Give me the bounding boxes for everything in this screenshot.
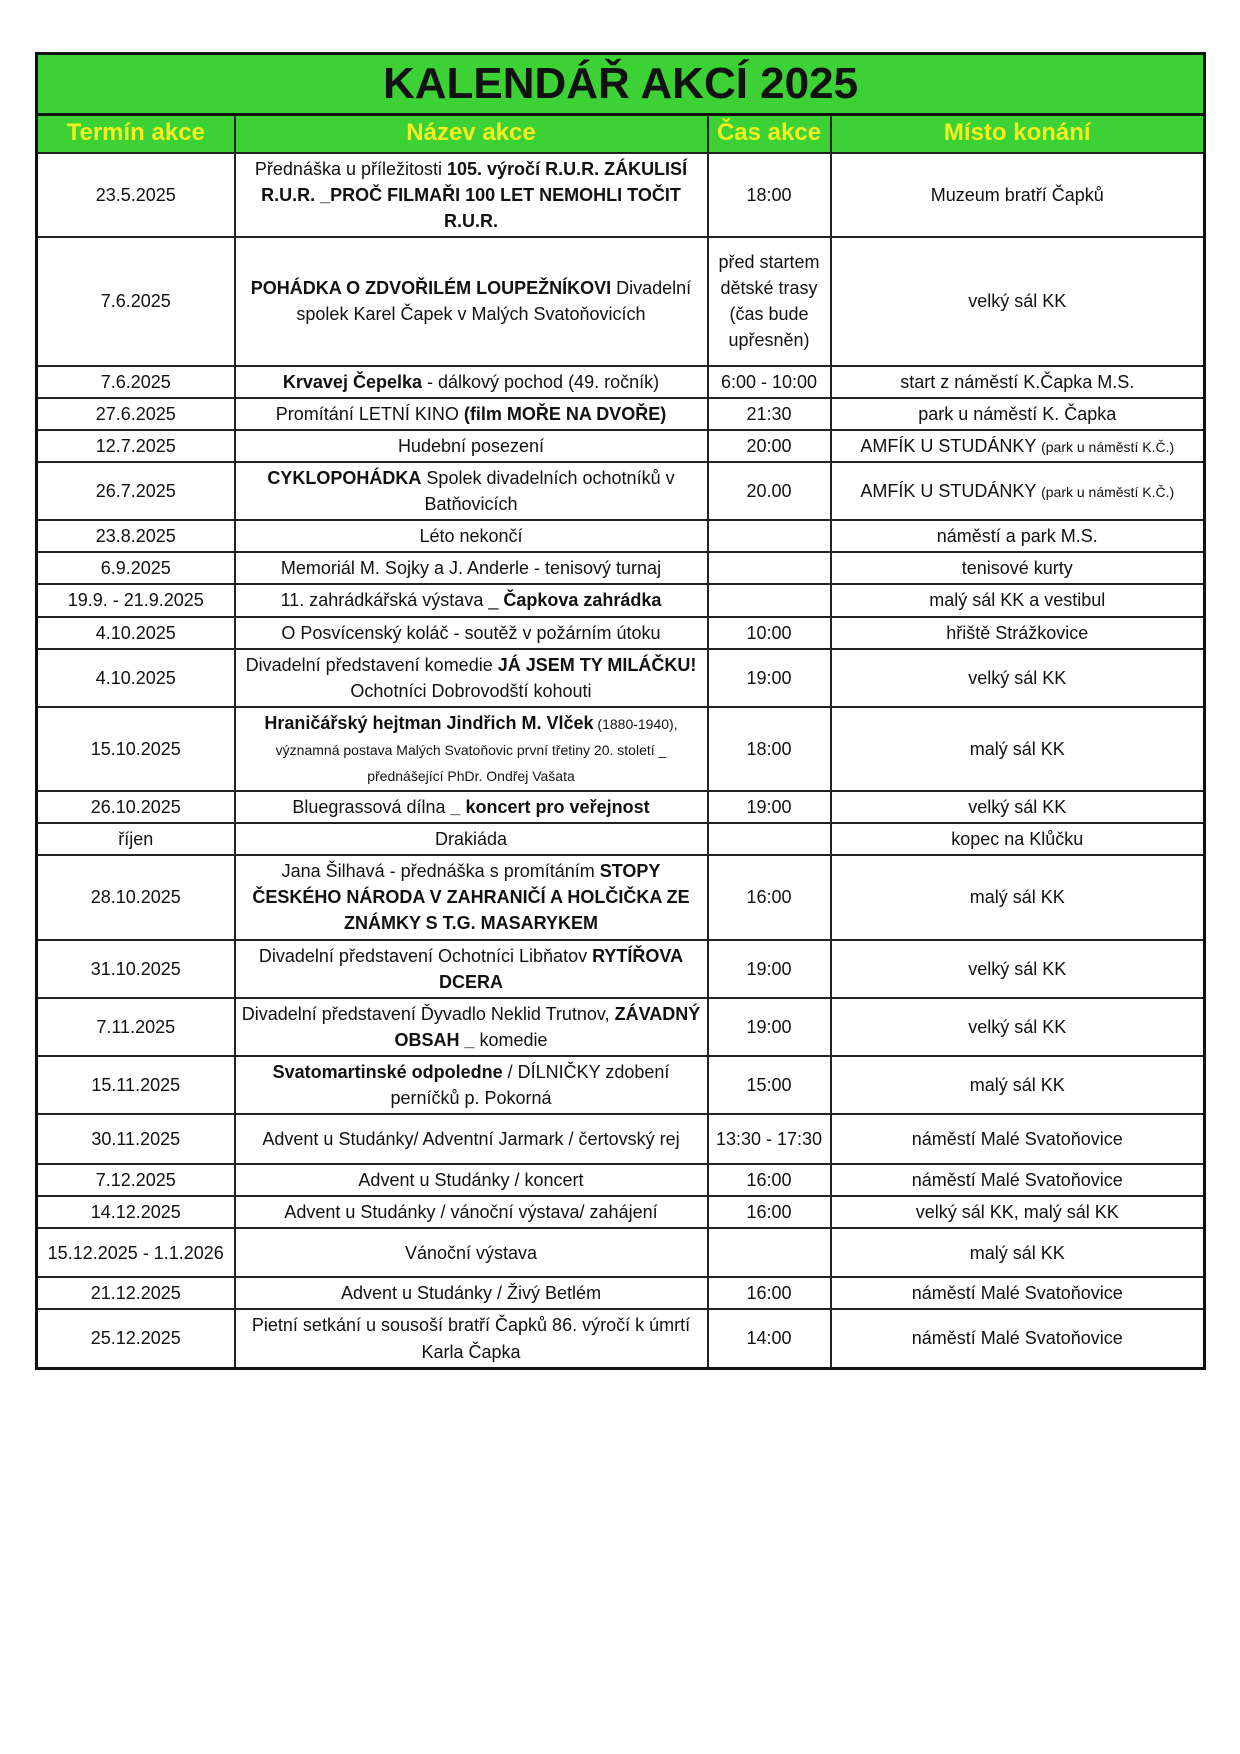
event-name-text: Čapkova zahrádka xyxy=(503,590,662,611)
event-place xyxy=(831,791,1205,823)
event-time: 18:00 xyxy=(708,707,831,791)
event-name xyxy=(235,1309,708,1368)
event-name-text: Divadelní představení Ochotníci Libňatov xyxy=(258,945,593,966)
title-row xyxy=(37,54,1205,115)
table-row xyxy=(37,1056,1205,1114)
event-time: 16:00 xyxy=(708,855,831,939)
event-date: 15.10.2025 xyxy=(37,707,235,791)
event-name xyxy=(235,1114,708,1164)
event-place xyxy=(831,366,1205,398)
event-time: 10:00 xyxy=(708,617,831,649)
event-date: 21.12.2025 xyxy=(37,1277,235,1309)
event-place-text: velký sál KK, malý sál KK xyxy=(915,1202,1119,1223)
event-name-text: O Posvícenský koláč - soutěž v požárním útoku xyxy=(281,622,661,643)
event-time: 19:00 xyxy=(708,791,831,823)
event-name-text: Hudební posezení xyxy=(397,435,545,456)
event-name-text: Spolek divadelních ochotníků v Batňovicích xyxy=(421,468,675,515)
event-name xyxy=(235,998,708,1056)
event-date: 6.9.2025 xyxy=(37,552,235,584)
event-name-text: Divadelní představení Ďyvadlo Neklid Trutnov, xyxy=(241,1003,615,1024)
table-row xyxy=(37,552,1205,584)
event-time: 14:00 xyxy=(708,1309,831,1368)
event-place-text: (park u náměstí K.Č.) xyxy=(1041,438,1175,455)
event-name-text: _ koncert pro veřejnost xyxy=(450,797,650,818)
table-row xyxy=(37,998,1205,1056)
event-place-text: tenisové kurty xyxy=(961,558,1073,579)
page-title: KALENDÁŘ AKCÍ 2025 xyxy=(37,54,1205,115)
event-date: 7.12.2025 xyxy=(37,1164,235,1196)
column-header-name: Název akce xyxy=(235,115,708,153)
event-place-text: náměstí Malé Svatoňovice xyxy=(911,1170,1123,1191)
event-place xyxy=(831,520,1205,552)
event-date: 23.5.2025 xyxy=(37,153,235,237)
table-row xyxy=(37,1196,1205,1228)
event-date: 30.11.2025 xyxy=(37,1114,235,1164)
table-row xyxy=(37,1228,1205,1277)
event-name-text: Krvavej Čepelka xyxy=(282,371,422,392)
event-place-text: velký sál KK xyxy=(968,291,1067,312)
event-time: 18:00 xyxy=(708,153,831,237)
event-date: 4.10.2025 xyxy=(37,649,235,707)
event-place xyxy=(831,1228,1205,1277)
event-name xyxy=(235,584,708,616)
column-header-place: Místo konání xyxy=(831,115,1205,153)
event-place xyxy=(831,153,1205,237)
event-time: 6:00 - 10:00 xyxy=(708,366,831,398)
event-time: 16:00 xyxy=(708,1277,831,1309)
event-place-text: start z náměstí K.Čapka M.S. xyxy=(900,371,1135,392)
event-place-text: AMFÍK U STUDÁNKY xyxy=(860,435,1042,456)
table-row xyxy=(37,1164,1205,1196)
event-date: 26.10.2025 xyxy=(37,791,235,823)
event-name-text: Drakiáda xyxy=(434,829,508,850)
event-date: 15.11.2025 xyxy=(37,1056,235,1114)
event-name-text: (1880-1940), významná postava Malých Svatoňovic první třetiny 20. století _ přednášející PhDr. Ondřej Vašata xyxy=(275,715,678,784)
event-name-text: Advent u Studánky/ Adventní Jarmark / čertovský rej xyxy=(262,1129,680,1150)
event-name-text: Svatomartinské odpoledne xyxy=(272,1061,503,1082)
event-place-text: park u náměstí K. Čapka xyxy=(918,403,1117,424)
event-time: 15:00 xyxy=(708,1056,831,1114)
event-name xyxy=(235,649,708,707)
event-date: 7.6.2025 xyxy=(37,237,235,366)
event-name xyxy=(235,791,708,823)
event-name-text: Bluegrassová dílna xyxy=(292,797,451,818)
event-date: 7.6.2025 xyxy=(37,366,235,398)
event-place xyxy=(831,584,1205,616)
event-name-text: Advent u Studánky / vánoční výstava/ zahájení xyxy=(284,1202,658,1223)
event-name-text: Ochotníci Dobrovodští kohouti xyxy=(350,680,592,701)
event-name-text: Memoriál M. Sojky a J. Anderle - tenisový turnaj xyxy=(280,558,662,579)
event-time: před startem dětské trasy (čas bude upřesněn) xyxy=(708,237,831,366)
event-time xyxy=(708,584,831,616)
event-date: 19.9. - 21.9.2025 xyxy=(37,584,235,616)
event-time xyxy=(708,520,831,552)
event-name xyxy=(235,1228,708,1277)
table-row xyxy=(37,823,1205,855)
event-name-text: Přednáška u příležitosti xyxy=(254,158,447,179)
event-date: 28.10.2025 xyxy=(37,855,235,939)
event-date: 26.7.2025 xyxy=(37,462,235,520)
event-name xyxy=(235,153,708,237)
event-name xyxy=(235,1056,708,1114)
table-row xyxy=(37,462,1205,520)
event-place-text: malý sál KK xyxy=(969,1242,1065,1263)
event-name-text: komedie xyxy=(474,1029,548,1050)
event-name-text: Jana Šilhavá - přednáška s promítáním xyxy=(281,861,600,882)
event-place-text: hřiště Strážkovice xyxy=(946,622,1089,643)
event-date: 12.7.2025 xyxy=(37,430,235,462)
table-row xyxy=(37,237,1205,366)
event-time: 16:00 xyxy=(708,1196,831,1228)
event-place-text: náměstí Malé Svatoňovice xyxy=(911,1283,1123,1304)
event-name-text: Pietní setkání u sousoší bratří Čapků 86. výročí k úmrtí Karla Čapka xyxy=(251,1315,691,1362)
event-name xyxy=(235,707,708,791)
table-row xyxy=(37,1114,1205,1164)
event-place-text: velký sál KK xyxy=(968,958,1067,979)
event-place xyxy=(831,998,1205,1056)
event-date: říjen xyxy=(37,823,235,855)
event-name xyxy=(235,1196,708,1228)
table-row xyxy=(37,649,1205,707)
event-place xyxy=(831,237,1205,366)
event-date: 7.11.2025 xyxy=(37,998,235,1056)
event-time: 20.00 xyxy=(708,462,831,520)
event-name-text: Divadelní představení komedie xyxy=(245,654,498,675)
event-place-text: AMFÍK U STUDÁNKY xyxy=(860,481,1042,502)
table-row xyxy=(37,1309,1205,1368)
event-place-text: náměstí a park M.S. xyxy=(936,526,1098,547)
event-name xyxy=(235,520,708,552)
table-row xyxy=(37,791,1205,823)
events-calendar-table xyxy=(35,52,1206,1370)
table-row xyxy=(37,940,1205,998)
event-time: 20:00 xyxy=(708,430,831,462)
event-time: 16:00 xyxy=(708,1164,831,1196)
event-date: 15.12.2025 - 1.1.2026 xyxy=(37,1228,235,1277)
event-date: 23.8.2025 xyxy=(37,520,235,552)
event-place xyxy=(831,823,1205,855)
event-place xyxy=(831,1309,1205,1368)
event-name xyxy=(235,855,708,939)
event-name-text: RYTÍŘOVA DCERA xyxy=(438,945,684,992)
event-place-text: velký sál KK xyxy=(968,797,1067,818)
event-time xyxy=(708,1228,831,1277)
event-name-text: 105. výročí R.U.R. ZÁKULISÍ R.U.R. _PROČ FILMAŘI 100 LET NEMOHLI TOČIT R.U.R. xyxy=(261,158,688,231)
event-place-text: malý sál KK xyxy=(969,738,1065,759)
event-name xyxy=(235,1164,708,1196)
event-name xyxy=(235,617,708,649)
event-date: 27.6.2025 xyxy=(37,398,235,430)
table-row xyxy=(37,855,1205,939)
event-name xyxy=(235,1277,708,1309)
event-date: 14.12.2025 xyxy=(37,1196,235,1228)
event-time: 19:00 xyxy=(708,649,831,707)
event-place-text: malý sál KK xyxy=(969,1074,1065,1095)
column-header-date: Termín akce xyxy=(37,115,235,153)
event-name xyxy=(235,940,708,998)
event-name-text: JÁ JSEM TY MILÁČKU! xyxy=(497,654,697,675)
event-name-text: Léto nekončí xyxy=(419,526,523,547)
event-date: 25.12.2025 xyxy=(37,1309,235,1368)
event-name-text: ZÁVADNÝ OBSAH _ xyxy=(394,1003,701,1050)
event-name xyxy=(235,552,708,584)
event-name-text: Vánoční výstava xyxy=(404,1242,538,1263)
event-time xyxy=(708,552,831,584)
event-place-text: (park u náměstí K.Č.) xyxy=(1041,484,1175,501)
event-name-text: 11. zahrádkářská výstava _ xyxy=(280,590,504,611)
event-name xyxy=(235,462,708,520)
header-row xyxy=(37,115,1205,153)
table-row xyxy=(37,398,1205,430)
event-name-text: - dálkový pochod (49. ročník) xyxy=(421,371,660,392)
event-date: 4.10.2025 xyxy=(37,617,235,649)
event-name-text: Advent u Studánky / Živý Betlém xyxy=(340,1283,602,1304)
event-place-text: náměstí Malé Svatoňovice xyxy=(911,1328,1123,1349)
event-place-text: malý sál KK xyxy=(969,887,1065,908)
event-name xyxy=(235,237,708,366)
event-place-text: kopec na Klůčku xyxy=(951,829,1084,850)
column-header-time: Čas akce xyxy=(708,115,831,153)
event-place xyxy=(831,1114,1205,1164)
event-name xyxy=(235,366,708,398)
event-place xyxy=(831,398,1205,430)
event-place xyxy=(831,940,1205,998)
event-name xyxy=(235,398,708,430)
event-time: 19:00 xyxy=(708,998,831,1056)
event-place xyxy=(831,552,1205,584)
event-place-text: Muzeum bratří Čapků xyxy=(930,184,1104,205)
event-place-text: náměstí Malé Svatoňovice xyxy=(911,1129,1123,1150)
table-row xyxy=(37,1277,1205,1309)
event-name-text: Promítání LETNÍ KINO xyxy=(275,403,464,424)
event-place xyxy=(831,430,1205,462)
event-name xyxy=(235,823,708,855)
event-name-text: Divadelní spolek Karel Čapek v Malých Svatoňovicích xyxy=(296,278,692,325)
event-place-text: malý sál KK a vestibul xyxy=(929,590,1106,611)
table-row xyxy=(37,707,1205,791)
event-name-text: POHÁDKA O ZDVOŘILÉM LOUPEŽNÍKOVI xyxy=(250,278,612,299)
event-place xyxy=(831,649,1205,707)
event-place xyxy=(831,707,1205,791)
table-row xyxy=(37,520,1205,552)
event-date: 31.10.2025 xyxy=(37,940,235,998)
event-time: 13:30 - 17:30 xyxy=(708,1114,831,1164)
event-place-text: velký sál KK xyxy=(968,1016,1067,1037)
event-place xyxy=(831,617,1205,649)
event-place xyxy=(831,1164,1205,1196)
event-name xyxy=(235,430,708,462)
event-time: 21:30 xyxy=(708,398,831,430)
event-name-text: STOPY ČESKÉHO NÁRODA V ZAHRANIČÍ A HOLČIČKA ZE ZNÁMKY S T.G. MASARYKEM xyxy=(252,861,690,934)
event-place-text: velký sál KK xyxy=(968,667,1067,688)
event-name-text: Hraničářský hejtman Jindřich M. Vlček xyxy=(264,712,594,733)
table-row xyxy=(37,584,1205,616)
event-name-text: / DÍLNIČKY zdobení perníčků p. Pokorná xyxy=(390,1061,670,1109)
event-time xyxy=(708,823,831,855)
table-row xyxy=(37,617,1205,649)
event-name-text: Advent u Studánky / koncert xyxy=(358,1170,584,1191)
event-name-text: (film MOŘE NA DVOŘE) xyxy=(463,403,667,424)
event-place xyxy=(831,1056,1205,1114)
table-row xyxy=(37,366,1205,398)
event-time: 19:00 xyxy=(708,940,831,998)
table-row xyxy=(37,153,1205,237)
event-place xyxy=(831,855,1205,939)
event-name-text: CYKLOPOHÁDKA xyxy=(267,468,422,489)
event-place xyxy=(831,462,1205,520)
table-row xyxy=(37,430,1205,462)
event-place xyxy=(831,1277,1205,1309)
event-place xyxy=(831,1196,1205,1228)
